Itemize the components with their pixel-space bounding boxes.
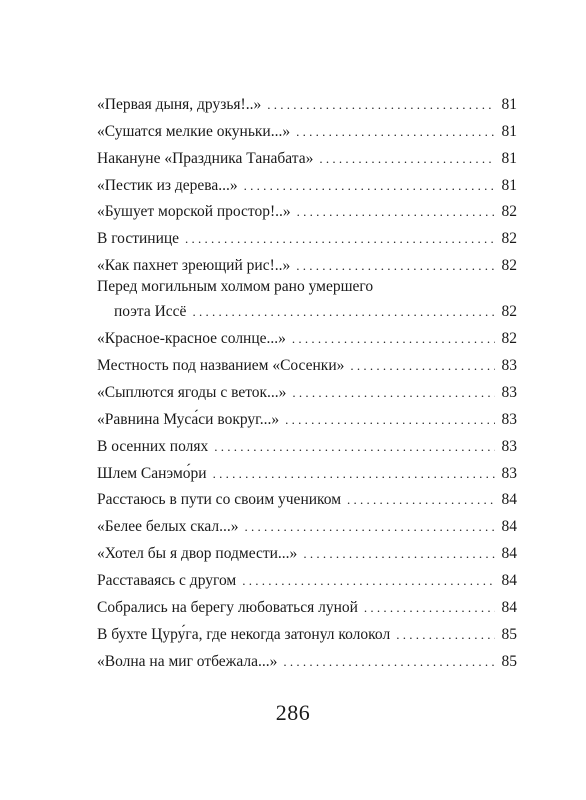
toc-entry [97, 618, 517, 645]
toc-entry [97, 115, 517, 142]
toc-entry-title: «Красное-красное солнце...» [97, 330, 286, 348]
toc-entry-page: 82 [501, 203, 517, 221]
toc-entry-title: Расставаясь с другом [97, 572, 237, 590]
toc-entry [97, 88, 517, 115]
toc-entry-page: 82 [501, 230, 517, 248]
dot-leader [242, 571, 495, 591]
toc-entry-page: 83 [501, 383, 517, 401]
toc-entry [97, 142, 517, 169]
toc-entry-page: 85 [501, 625, 517, 643]
toc-entry-page: 84 [501, 545, 517, 563]
toc-entry-page: 83 [501, 464, 517, 482]
toc-entry-page: 84 [501, 491, 517, 509]
dot-leader [296, 256, 495, 276]
dot-leader [283, 652, 495, 672]
page-number: 286 [275, 700, 311, 725]
toc-entry-title: В осенних полях [97, 437, 209, 455]
dot-leader [267, 95, 495, 115]
toc-entry-title: В бухте Цуру́га, где некогда затонул колокол [97, 625, 391, 643]
toc-entry-page: 85 [501, 652, 517, 670]
toc-entry-title: «Бушует морской простор!..» [97, 203, 291, 221]
toc-entry [97, 196, 517, 223]
toc-entry [97, 484, 517, 511]
toc-entry-title: Накануне «Праздника Танабата» [97, 149, 314, 167]
toc-entry-title: «Сыплются ягоды с веток...» [97, 383, 287, 401]
toc-entry-page: 83 [501, 357, 517, 375]
dot-leader [364, 598, 495, 618]
toc-entry [97, 510, 517, 537]
toc-entry-title: Местность под названием «Сосенки» [97, 357, 345, 375]
dot-leader [350, 356, 495, 376]
dot-leader [292, 383, 495, 403]
dot-leader [319, 149, 495, 169]
toc-entry-page: 81 [501, 95, 517, 113]
toc-entry [97, 430, 517, 457]
dot-leader [244, 176, 495, 196]
dot-leader [296, 122, 495, 142]
toc-entry-title: «Волна на миг отбежала...» [97, 652, 278, 670]
toc-entry [97, 564, 517, 591]
toc-entry [97, 537, 517, 564]
toc-entry-title: «Белее белых скал...» [97, 518, 239, 536]
toc-entry [97, 591, 517, 618]
dot-leader [396, 625, 495, 645]
toc-entry-title: «Пестик из дерева...» [97, 176, 238, 194]
toc-entry [97, 403, 517, 430]
dot-leader [185, 229, 495, 249]
toc-entry-page: 82 [501, 303, 517, 321]
toc-entry [97, 249, 517, 276]
toc-entry-page: 84 [501, 599, 517, 617]
toc-entry-title: Расстаюсь в пути со своим учеником [97, 491, 342, 509]
toc-entry-page: 82 [501, 257, 517, 275]
toc-entry-title: «Сушатся мелкие окуньки...» [97, 122, 291, 140]
toc-entry [97, 169, 517, 196]
toc-entry-title: Собрались на берегу любоваться луной [97, 599, 358, 617]
dot-leader [285, 410, 495, 430]
toc-entry [97, 222, 517, 249]
toc-entry-page: 82 [501, 330, 517, 348]
toc-entry-title: «Равнина Муса́си вокруг...» [97, 410, 280, 428]
toc-entry-page: 83 [501, 437, 517, 455]
toc-entry-title: В гостинице [97, 230, 180, 248]
toc-entry-title: «Первая дыня, друзья!..» [97, 95, 262, 113]
toc-entry-title: «Хотел бы я двор подмести...» [97, 545, 298, 563]
toc-entry [97, 349, 517, 376]
table-of-contents [97, 88, 517, 672]
toc-entry-page: 81 [501, 176, 517, 194]
toc-entry-page: 81 [501, 149, 517, 167]
toc-entry [97, 276, 517, 322]
toc-entry-page: 84 [501, 572, 517, 590]
toc-entry-page: 81 [501, 122, 517, 140]
dot-leader [192, 302, 495, 322]
dot-leader [213, 464, 495, 484]
toc-entry-page: 83 [501, 410, 517, 428]
toc-entry-title-line2: поэта Иссё [114, 303, 187, 321]
dot-leader [297, 202, 495, 222]
toc-entry-title-line1: Перед могильным холмом рано умершего [97, 278, 374, 296]
toc-entry-title: Шлем Санэмо́ри [97, 464, 207, 482]
toc-entry-page: 84 [501, 518, 517, 536]
toc-entry [97, 376, 517, 403]
toc-entry-title: «Как пахнет зреющий рис!..» [97, 257, 291, 275]
dot-leader [303, 544, 495, 564]
dot-leader [245, 517, 495, 537]
toc-entry [97, 322, 517, 349]
dot-leader [292, 329, 495, 349]
dot-leader [214, 437, 495, 457]
toc-entry [97, 645, 517, 672]
toc-entry [97, 457, 517, 484]
dot-leader [347, 490, 495, 510]
